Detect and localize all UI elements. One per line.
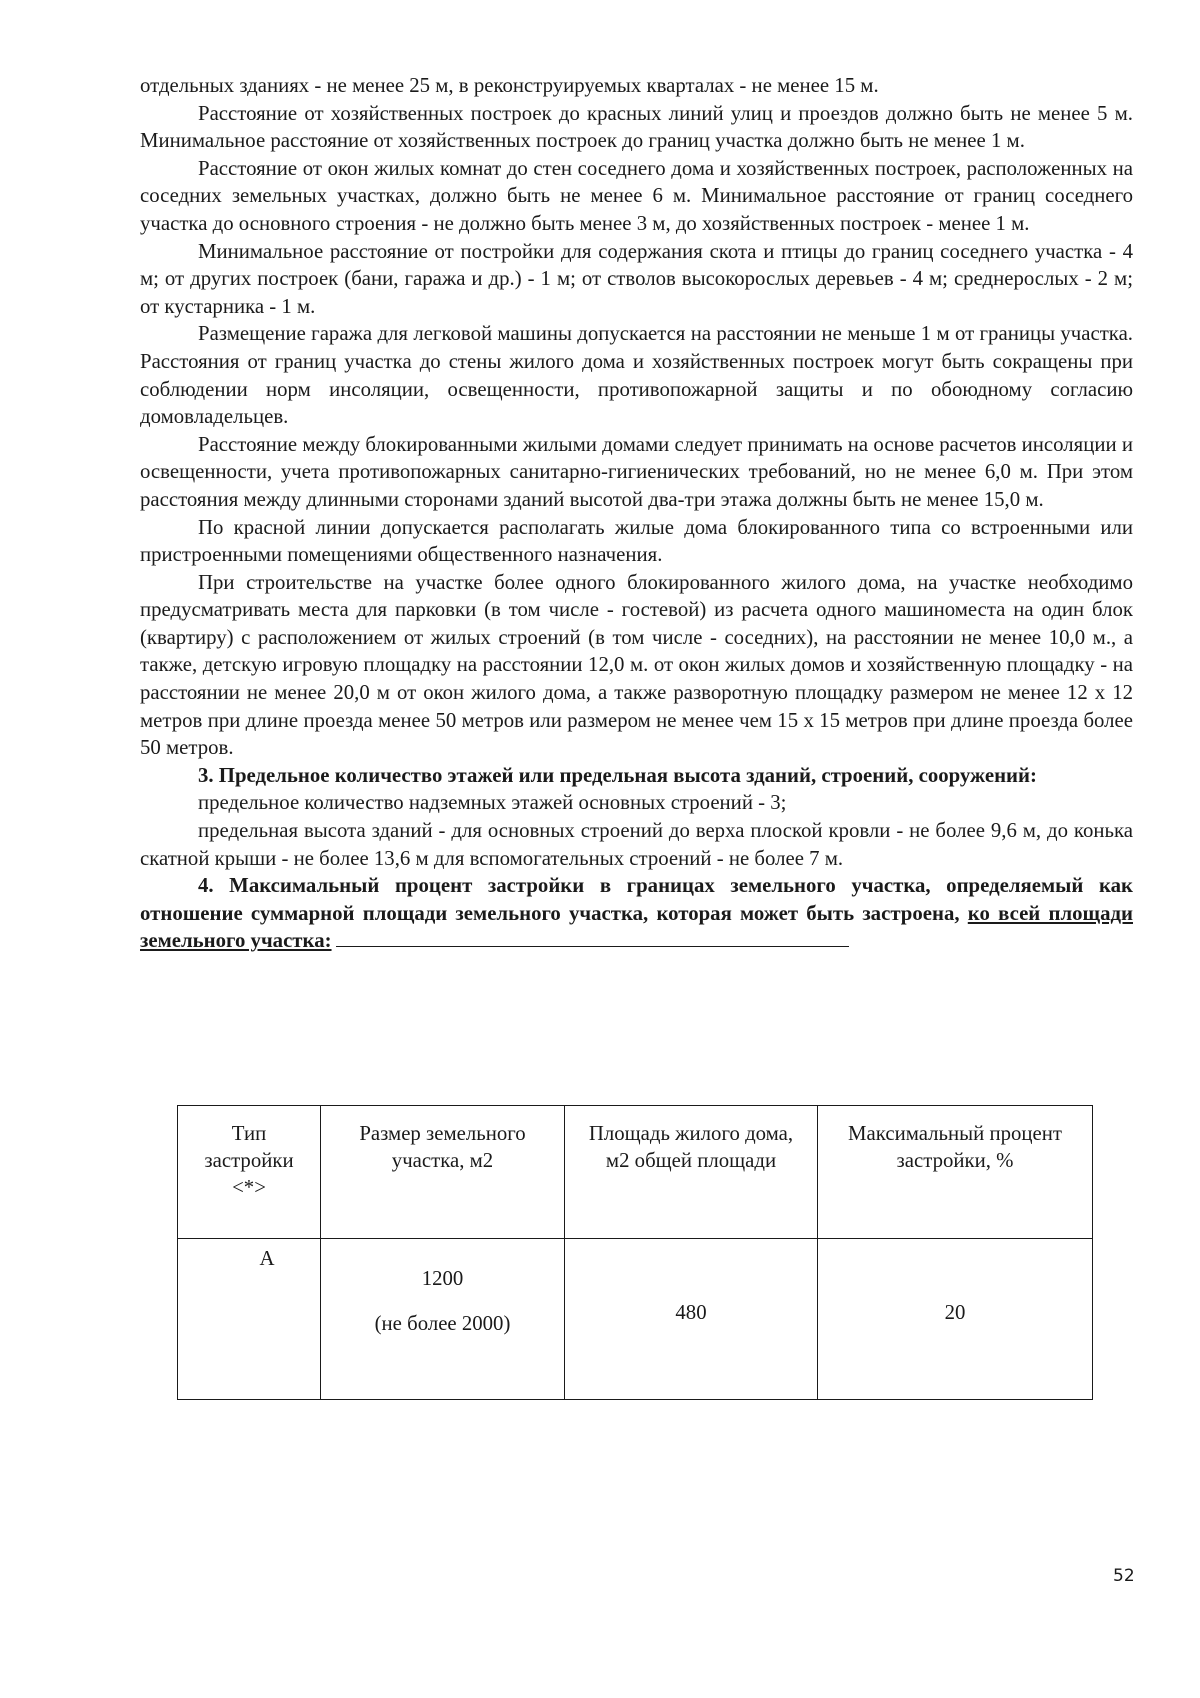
cell-percent-value: 20 (944, 1301, 966, 1324)
paragraph-6: Расстояние между блокированными жилыми домами следует принимать на основе расчетов инсоляции и освещенности, учета противопожарных санитарно-гигиенических требований, но не менее 6,0 м. При этом расстояния между длинными сторонами зданий высотой два-три этажа должны быть не менее 15,0 м. (140, 432, 1133, 511)
header-type-line-3: <*> (232, 1176, 266, 1199)
paragraph-2: Расстояние от хозяйственных построек до красных линий улиц и проездов должно быть не менее 5 м. Минимальное расстояние от хозяйственных построек до границ участка должно быть не менее 1 м. (140, 101, 1133, 153)
section-3-heading: 3. Предельное количество этажей или предельная высота зданий, строений, сооружений: (198, 763, 1037, 787)
section-3-item-1: предельное количество надземных этажей основных строений - 3; (198, 791, 787, 815)
section-4-heading-underlined: ко всей площади земельного участка: (140, 901, 1133, 953)
header-percent-line-2: застройки, % (896, 1149, 1014, 1172)
header-type-line-1: Тип (231, 1122, 267, 1145)
header-cell-percent (818, 1106, 1093, 1239)
cell-type-value: А (259, 1247, 275, 1270)
paragraph-1: отдельных зданиях - не менее 25 м, в реконструируемых кварталах - не менее 15 м. (140, 74, 879, 97)
header-area-line-2: м2 общей площади (605, 1149, 777, 1172)
cell-type (178, 1239, 321, 1400)
section-4-heading (140, 872, 1133, 955)
page-number: 52 (1113, 1566, 1135, 1586)
header-area-line-1: Площадь жилого дома, (588, 1122, 794, 1145)
cell-size-note: (не более 2000) (374, 1312, 511, 1335)
paragraph-7: По красной линии допускается располагать жилые дома блокированного типа со встроенными или пристроенными помещениями общественного назначения. (140, 515, 1133, 567)
building-percent-table (177, 1105, 1093, 1400)
header-percent-line-1: Максимальный процент (848, 1122, 1062, 1145)
header-cell-area (565, 1106, 818, 1239)
cell-area-value: 480 (675, 1301, 707, 1324)
header-size-line-2: участка, м2 (391, 1149, 494, 1172)
header-size-line-1: Размер земельного (359, 1122, 526, 1145)
table-row (178, 1239, 1093, 1400)
cell-size (321, 1239, 565, 1400)
paragraph-8: При строительстве на участке более одного блокированного жилого дома, на участке необходимо предусматривать места для парковки (в том числе - гостевой) из расчета одного машиноместа на один блок (квартиру) с расположением от жилых строений (в том числе - соседних), на расстоянии не менее 10,0 м., а также, детскую игровую площадку на расстоянии 12,0 м. от окон жилых домов и хозяйственную площадку - на расстоянии не менее 20,0 м от окон жилого дома, а также разворотную площадку размером не менее 12 х 12 метров при длине проезда менее 50 метров или размером не менее чем 15 х 15 метров при длине проезда более 50 метров. (140, 570, 1133, 760)
page-content (140, 72, 1133, 955)
cell-percent (818, 1239, 1093, 1400)
section-4-heading-text: 4. Максимальный процент застройки в границах земельного участка, определяемый как отношение суммарной площади земельного участка, которая может быть застроена, (140, 874, 1133, 925)
underline-extension (336, 945, 849, 947)
paragraph-5: Размещение гаража для легковой машины допускается на расстоянии не меньше 1 м от границы участка. Расстояния от границ участка до стены жилого дома и хозяйственных построек могут быть сокращены при соблюдении норм инсоляции, освещенности, противопожарной защиты и по обоюдному согласию домовладельцев. (140, 322, 1133, 429)
cell-size-value: 1200 (421, 1267, 464, 1290)
header-cell-size (321, 1106, 565, 1239)
table-header-row (178, 1106, 1093, 1239)
header-cell-type (178, 1106, 321, 1239)
section-3-item-2: предельная высота зданий - для основных строений до верха плоской кровли - не более 9,6 м, до конька скатной крыши - не более 13,6 м для вспомогательных строений - не более 7 м. (140, 819, 1133, 870)
header-type-line-2: застройки (204, 1149, 294, 1172)
cell-area (565, 1239, 818, 1400)
paragraph-4: Минимальное расстояние от постройки для содержания скота и птицы до границ соседнего участка - 4 м; от других построек (бани, гаража и др.) - 1 м; от стволов высокорослых деревьев - 4 м; среднерослых - 2 м; от кустарника - 1 м. (140, 239, 1133, 318)
paragraph-3: Расстояние от окон жилых комнат до стен соседнего дома и хозяйственных построек, расположенных на соседних земельных участках, должно быть не менее 6 м. Минимальное расстояние от границ соседнего участка до основного строения - не должно быть менее 3 м, до хозяйственных построек - менее 1 м. (140, 156, 1133, 235)
